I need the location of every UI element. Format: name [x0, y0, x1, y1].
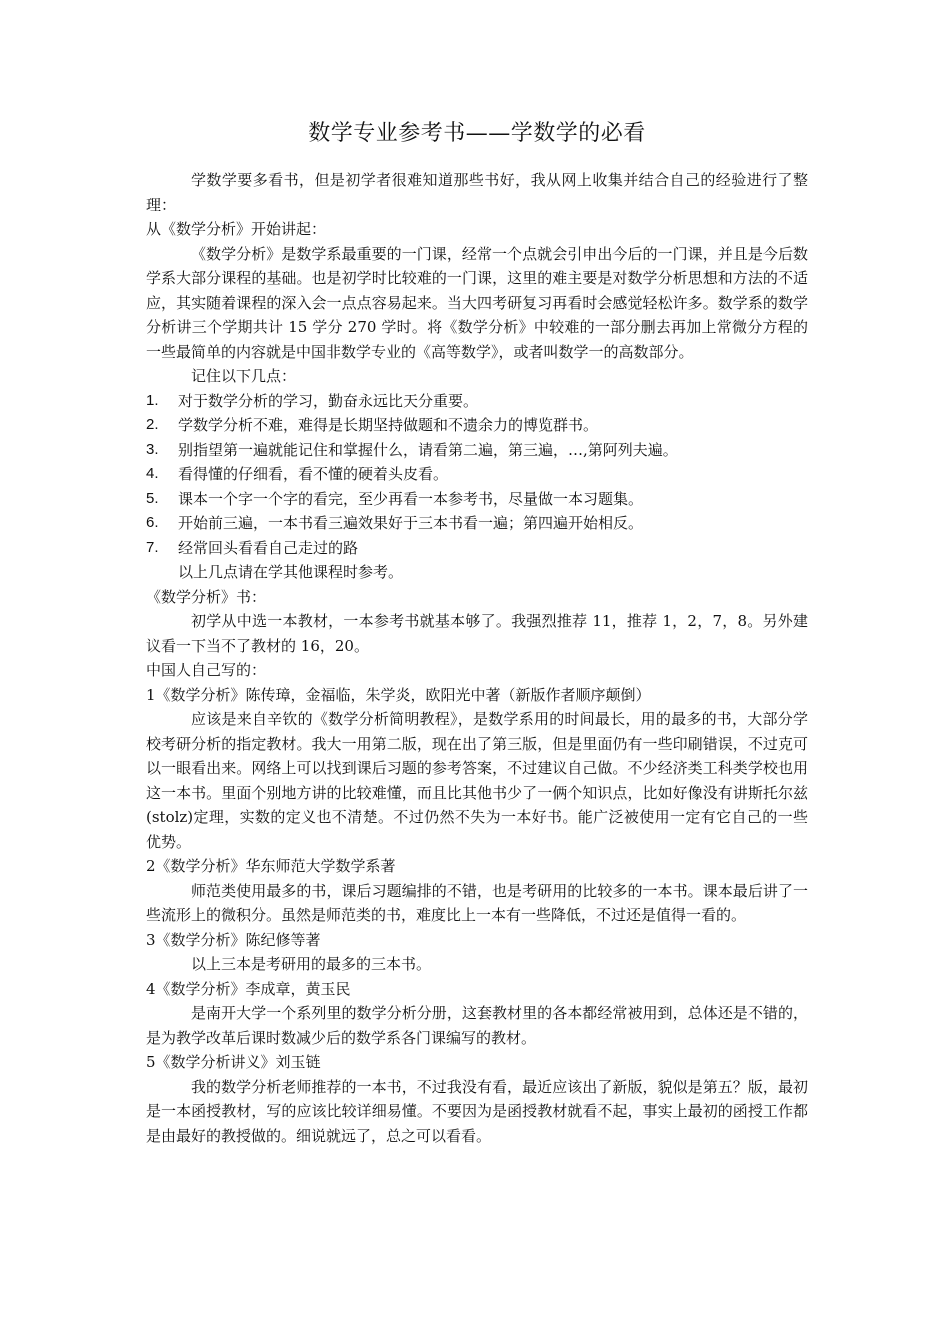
- points-list: [146, 389, 808, 561]
- books-intro: 初学从中选一本教材，一本参考书就基本够了。我强烈推荐 11，推荐 1，2，7，8。另外建议看一下当不了教材的 16，20。: [146, 612, 808, 655]
- book-description: 应该是来自辛钦的《数学分析简明教程》，是数学系用的时间最长，用的最多的书，大部分学校考研分析的指定教材。我大一用第二版，现在出了第三版，但是里面仍有一些印刷错误，不过克可以一眼看出来。网络上可以找到课后习题的参考答案，不过建议自己做。不少经济类工科类学校也用这一本书。里面个别地方讲的比较难懂，而且比其他书少了一俩个知识点，比如好像没有讲斯托尔兹(stolz)定理，实数的定义也不清楚。不过仍然不失为一本好书。能广泛被使用一定有它自己的一些优势。: [146, 710, 808, 851]
- list-item-text: 经常回头看看自己走过的路: [178, 538, 359, 557]
- list-item-text: 对于数学分析的学习，勤奋永远比天分重要。: [178, 391, 479, 410]
- list-item-number: 6.: [146, 514, 159, 531]
- list-item-text: 开始前三遍，一本书看三遍效果好于三本书看一遍；第四遍开始相反。: [178, 514, 644, 532]
- book-title: 5《数学分析讲义》刘玉链: [146, 1053, 321, 1071]
- list-item-text: 学数学分析不难，难得是长期坚持做题和不遗余力的博览群书。: [178, 416, 599, 434]
- book-description: 是南开大学一个系列里的数学分析分册，这套教材里的各本都经常被用到，总体还是不错的，是为教学改革后课时数减少后的数学系各门课编写的教材。: [146, 1004, 808, 1047]
- list-item-number: 1.: [146, 391, 159, 409]
- analysis-paragraph: 《数学分析》是数学系最重要的一门课，经常一个点就会引申出今后的一门课，并且是今后数学系大部分课程的基础。也是初学时比较难的一门课，这里的难主要是对数学分析思想和方法的不适应，其实随着课程的深入会一点点容易起来。当大四考研复习再看时会感觉轻松许多。数学系的数学分析讲三个学期共计 15 学分 270 学时。将《数学分析》中较难的一部分删去再加上常微分方程的一些最简单的内容就是中国非数学专业的《高等数学》，或者叫数学一的高数部分。: [146, 244, 808, 361]
- book-title: 2《数学分析》华东师范大学数学系著: [146, 857, 396, 875]
- points-note: 以上几点请在学其他课程时参考。: [178, 563, 404, 581]
- books-heading: 《数学分析》书：: [146, 587, 267, 606]
- list-item-number: 3.: [146, 440, 159, 458]
- intro-paragraph: 学数学要多看书，但是初学者很难知道那些书好，我从网上收集并结合自己的经验进行了整理：: [146, 171, 808, 214]
- document-page: [146, 112, 808, 1148]
- list-item-number: 5.: [146, 489, 159, 507]
- list-item-text: 看得懂的仔细看，看不懂的硬着头皮看。: [178, 465, 449, 483]
- chinese-authors-heading: 中国人自己写的：: [146, 661, 267, 679]
- list-item: [146, 413, 808, 438]
- page-title: 数学专业参考书——学数学的必看: [308, 121, 646, 146]
- book-title: 1《数学分析》陈传璋，金福临，朱学炎，欧阳光中著（新版作者顺序颠倒）: [146, 685, 651, 704]
- book-description: 师范类使用最多的书，课后习题编排的不错，也是考研用的比较多的一本书。课本最后讲了一些流形上的微积分。虽然是师范类的书，难度比上一本有一些降低，不过还是值得一看的。: [146, 881, 808, 924]
- section-heading-analysis: 从《数学分析》开始讲起：: [146, 220, 327, 238]
- list-item: [146, 389, 808, 414]
- list-item-text: 别指望第一遍就能记住和掌握什么，请看第二遍，第三遍，…,第阿列夫遍。: [178, 440, 678, 459]
- list-item-text: 课本一个字一个字的看完，至少再看一本参考书，尽量做一本习题集。: [178, 489, 644, 508]
- list-item-number: 4.: [146, 465, 159, 482]
- list-item: [146, 487, 808, 512]
- book-title: 3《数学分析》陈纪修等著: [146, 930, 321, 949]
- list-item: [146, 536, 808, 561]
- list-item: [146, 438, 808, 463]
- list-item: [146, 511, 808, 536]
- book-description: 我的数学分析老师推荐的一本书，不过我没有看，最近应该出了新版，貌似是第五？版，最初是一本函授教材，写的应该比较详细易懂。不要因为是函授教材就看不起，事实上最初的函授工作都是由最好的教授做的。细说就远了，总之可以看看。: [146, 1077, 808, 1145]
- list-item: [146, 462, 808, 487]
- list-item-number: 2.: [146, 416, 159, 433]
- list-item-number: 7.: [146, 538, 159, 556]
- book-title: 4《数学分析》李成章，黄玉民: [146, 979, 351, 998]
- remember-heading: 记住以下几点：: [191, 367, 297, 385]
- book-description: 以上三本是考研用的最多的三本书。: [191, 955, 432, 973]
